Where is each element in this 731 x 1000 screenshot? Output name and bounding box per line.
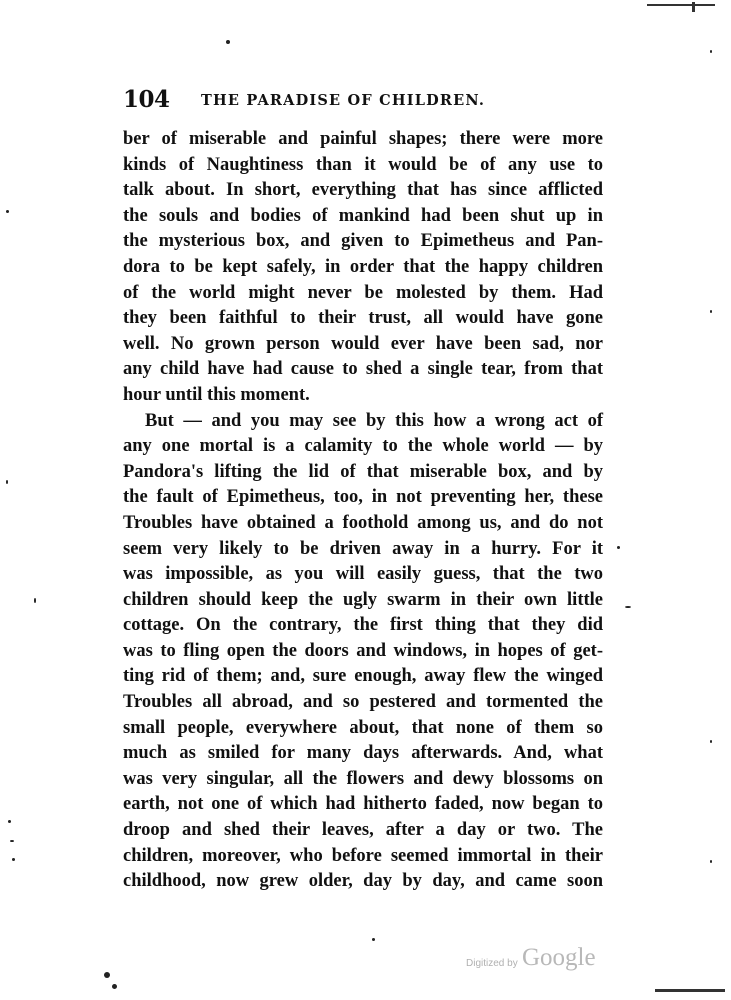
- text-line: the fault of Epimetheus, too, in not preventing her, these: [123, 487, 603, 508]
- text-line: much as smiled for many days afterwards. And, what: [123, 743, 603, 764]
- scan-speck: [226, 40, 230, 44]
- scan-speck: [104, 972, 110, 978]
- text-line: talk about. In short, everything that has since afflicted: [123, 180, 603, 201]
- text-line: dora to be kept safely, in order that the happy children: [123, 256, 603, 277]
- scan-edge-tick: [692, 2, 695, 12]
- page-number: 104: [123, 86, 170, 113]
- scan-speck: [8, 820, 11, 823]
- scan-speck: [710, 50, 712, 53]
- text-line: children, moreover, who before seemed immortal in their: [123, 845, 603, 866]
- running-title: THE PARADISE OF CHILDREN.: [201, 92, 486, 109]
- text-line: any child have had cause to shed a single tear, from that: [123, 359, 603, 380]
- text-line: kinds of Naughtiness than it would be of any use to: [123, 154, 603, 175]
- scan-speck: [625, 606, 631, 608]
- scan-corner-mark: [655, 983, 725, 992]
- text-line: ting rid of them; and, sure enough, away flew the winged: [123, 666, 603, 687]
- text-line: Troubles have obtained a foothold among us, and do not: [123, 512, 603, 533]
- scan-speck: [34, 598, 36, 603]
- scan-speck: [12, 858, 15, 861]
- text-line: was very singular, all the flowers and dewy blossoms on: [123, 768, 603, 789]
- text-line: earth, not one of which had hitherto faded, now began to: [123, 794, 603, 815]
- watermark-prefix: Digitized by: [466, 958, 518, 969]
- scan-edge-mark: [647, 4, 715, 6]
- scan-speck: [710, 740, 712, 743]
- text-line: seem very likely to be driven away in a hurry. For it: [123, 538, 603, 559]
- text-line: of the world might never be molested by them. Had: [123, 282, 603, 303]
- scan-speck: [710, 310, 712, 313]
- body-text: [123, 127, 603, 895]
- text-line: Troubles all abroad, and so pestered and tormented the: [123, 692, 603, 713]
- text-line: well. No grown person would ever have been sad, nor: [123, 333, 603, 354]
- digitized-by-google-watermark: [466, 944, 616, 976]
- scan-speck: [6, 480, 8, 484]
- text-line: was impossible, as you will easily guess, that the two: [123, 564, 603, 585]
- text-line: children should keep the ugly swarm in their own little: [123, 589, 603, 610]
- text-line: droop and shed their leaves, after a day or two. The: [123, 820, 603, 841]
- scan-speck: [372, 938, 375, 941]
- text-line: the souls and bodies of mankind had been shut up in: [123, 205, 603, 226]
- text-line: was to fling open the doors and windows, in hopes of get-: [123, 640, 603, 661]
- scan-speck: [710, 860, 712, 863]
- text-line: small people, everywhere about, that none of them so: [123, 717, 603, 738]
- text-line: they been faithful to their trust, all would have gone: [123, 308, 603, 329]
- text-line: childhood, now grew older, day by day, and came soon: [123, 871, 603, 892]
- text-line: hour until this moment.: [123, 384, 310, 405]
- text-line: the mysterious box, and given to Epimetheus and Pan-: [123, 231, 603, 252]
- watermark-brand: Google: [522, 944, 596, 971]
- scan-speck: [617, 546, 620, 549]
- text-line: any one mortal is a calamity to the whole world — by: [123, 436, 603, 457]
- text-line: Pandora's lifting the lid of that miserable box, and by: [123, 461, 603, 482]
- text-line: ber of miserable and painful shapes; there were more: [123, 129, 603, 149]
- scan-speck: [112, 984, 117, 989]
- scan-speck: [6, 210, 9, 213]
- text-line: cottage. On the contrary, the first thing that they did: [123, 615, 603, 636]
- page-header: [123, 86, 603, 116]
- text-line: But — and you may see by this how a wrong act of: [145, 410, 603, 431]
- scan-speck: [10, 840, 14, 842]
